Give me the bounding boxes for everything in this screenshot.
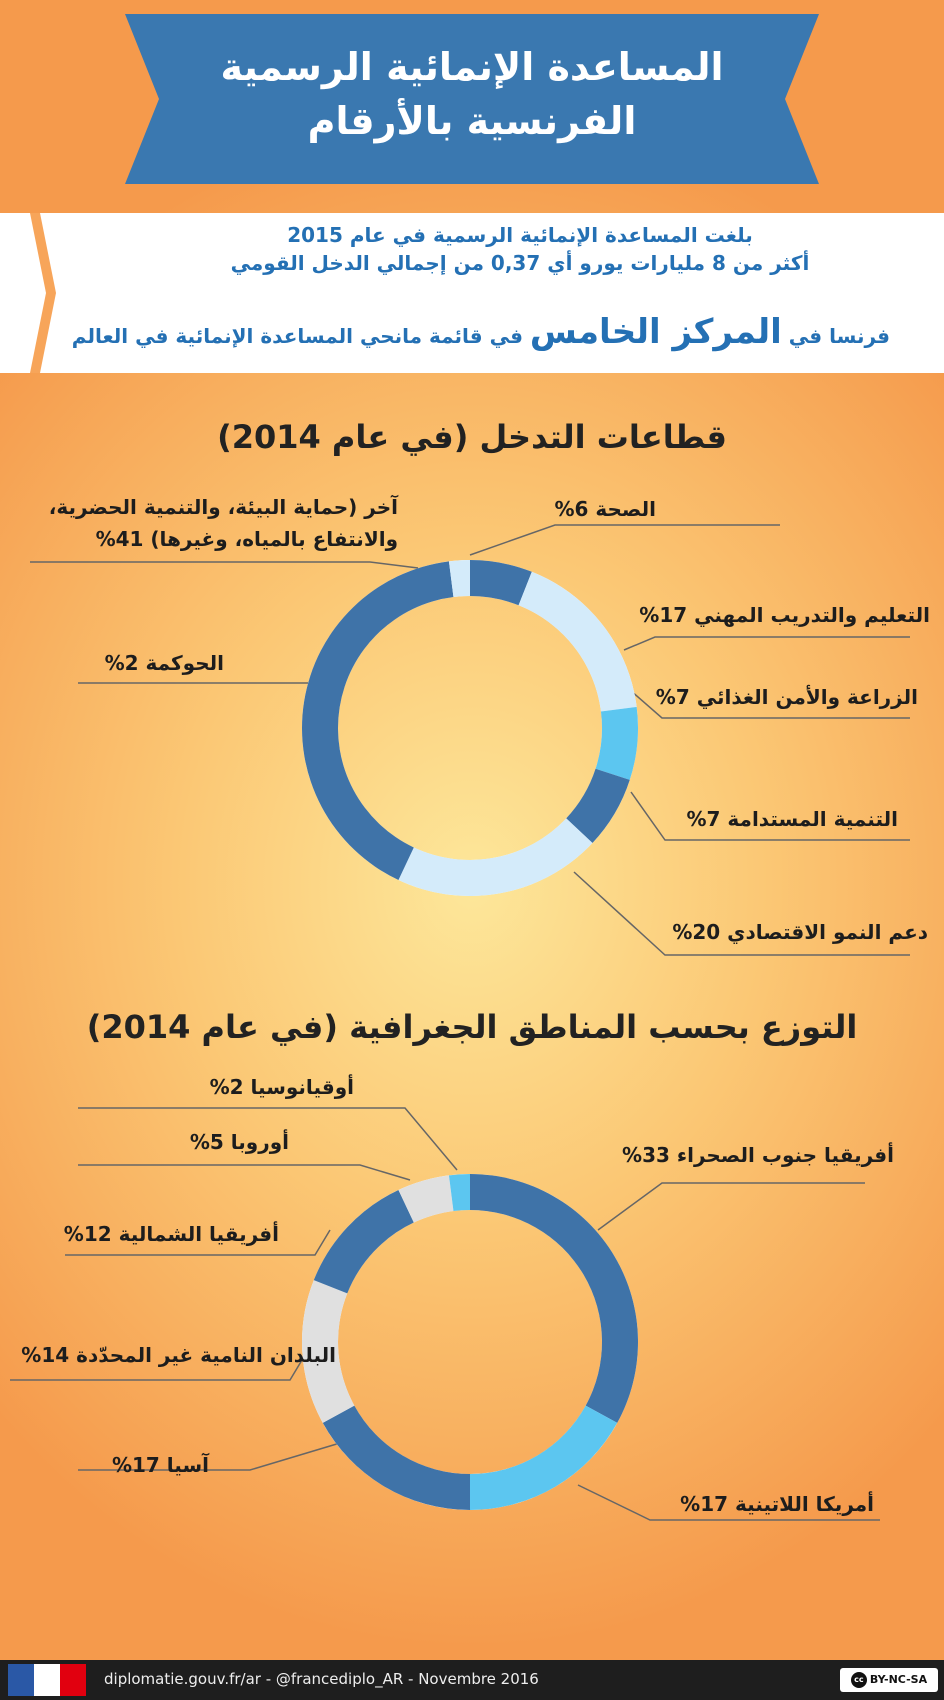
leader-line-health — [470, 525, 780, 555]
label-governance: الحوكمة 2% — [104, 651, 224, 675]
footer — [0, 1660, 944, 1700]
label-economic: دعم النمو الاقتصادي 20% — [672, 920, 928, 944]
chart-1-slice-5 — [398, 818, 592, 896]
footer-credit: diplomatie.gouv.fr/ar - @francediplo_AR - Novembre 2016 — [104, 1670, 539, 1688]
summary-line-2: أكثر من 8 مليارات يورو أي 0,37 من إجمالي الدخل القومي — [230, 251, 810, 275]
chart-1-slice-2 — [519, 572, 637, 712]
chart-2-slice-2 — [470, 1406, 617, 1510]
chart-2-donut — [300, 1172, 640, 1512]
chart-2-slice-1 — [470, 1174, 638, 1423]
summary-line-3-post: في قائمة مانحي المساعدة الإنمائية في العالم — [71, 324, 530, 348]
leader-line-education — [624, 637, 910, 650]
chart-2-title: التوزع بحسب المناطق الجغرافية (في عام 2014) — [86, 1008, 858, 1046]
page-title-line-2: الفرنسية بالأرقام — [307, 99, 637, 143]
label-subsaharan: أفريقيا جنوب الصحراء 33% — [622, 1143, 894, 1167]
chart-1-title: قطاعات التدخل (في عام 2014) — [217, 418, 727, 456]
summary-line-3-pre: فرنسا في — [781, 324, 890, 348]
page-title-line-1: المساعدة الإنمائية الرسمية — [220, 45, 724, 89]
summary-line-3 — [71, 312, 890, 356]
label-north-africa: أفريقيا الشمالية 12% — [63, 1222, 279, 1246]
license-text: BY-NC-SA — [869, 1673, 928, 1686]
cc-icon: cc — [851, 1672, 867, 1688]
title-banner — [125, 14, 819, 184]
french-republic-logo — [0, 1660, 94, 1700]
chart-1-slice-6 — [302, 561, 453, 880]
label-europe: أوروبا 5% — [189, 1130, 289, 1154]
label-unspecified: البلدان النامية غير المحدّدة 14% — [21, 1343, 336, 1367]
license-badge — [840, 1668, 938, 1692]
page-title — [185, 40, 759, 148]
summary-rank-highlight: المركز الخامس — [529, 312, 782, 352]
label-other-line-2: والانتفاع بالمياه، وغيرها) 41% — [95, 527, 398, 551]
label-asia: آسيا 17% — [111, 1453, 209, 1477]
label-sustainable: التنمية المستدامة 7% — [686, 807, 898, 831]
chart-1-donut — [300, 558, 640, 898]
chart-2-slice-3 — [323, 1406, 470, 1510]
label-agriculture: الزراعة والأمن الغذائي 7% — [655, 685, 918, 709]
summary-line-1: بلغت المساعدة الإنمائية الرسمية في عام 2015 — [287, 223, 753, 247]
label-education: التعليم والتدريب المهني 17% — [639, 603, 930, 627]
label-latin-america: أمريكا اللاتينية 17% — [680, 1492, 874, 1516]
label-oceania: أوقيانوسيا 2% — [209, 1075, 354, 1099]
chart-1-slice-3 — [596, 707, 638, 780]
chart-2-slice-5 — [314, 1190, 414, 1293]
label-health: الصحة 6% — [554, 497, 656, 521]
chevron-right-icon — [30, 213, 56, 373]
label-other-line-1: آخر (حماية البيئة، والتنمية الحضرية، — [48, 495, 398, 519]
